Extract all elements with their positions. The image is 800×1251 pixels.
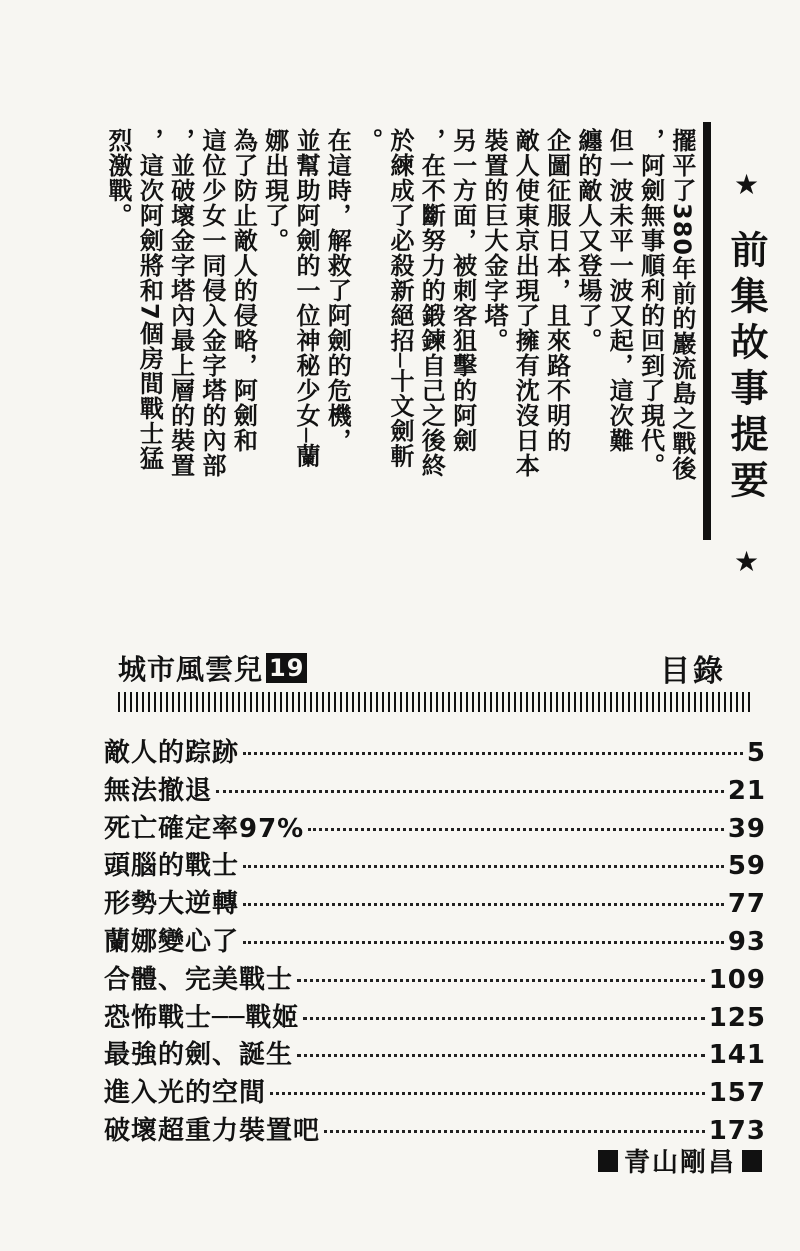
- series-name: 城市風雲兒: [118, 653, 264, 686]
- chapter-title: 破壞超重力裝置吧: [104, 1115, 321, 1146]
- synopsis-column: 裝置的巨大金字塔。: [479, 128, 508, 353]
- toc-entry[interactable]: [104, 1072, 766, 1110]
- toc-entry[interactable]: [104, 921, 766, 959]
- synopsis-heading: [722, 168, 770, 586]
- synopsis-column: 敵人使東京出現了擁有沈沒日本: [511, 128, 540, 478]
- chapter-title: 恐怖戰士──戰姬: [104, 1002, 300, 1033]
- page-number: 125: [708, 1002, 766, 1033]
- star-icon: ★: [730, 168, 763, 209]
- dot-leader: [308, 828, 724, 831]
- toc-entry[interactable]: [104, 1034, 766, 1072]
- synopsis-column: 企圖征服日本，且來路不明的: [542, 128, 571, 453]
- volume-number: 19: [266, 653, 307, 683]
- synopsis-column: 在這時，解救了阿劍的危機，: [323, 128, 352, 453]
- page-number: 39: [727, 813, 766, 844]
- dot-leader: [270, 1092, 705, 1095]
- synopsis-column: 但一波未平一波又起，這次難: [605, 128, 634, 453]
- toc-list: [104, 732, 766, 1148]
- synopsis-column: 並幫助阿劍的一位神秘少女─蘭: [291, 128, 320, 469]
- chapter-title: 頭腦的戰士: [104, 851, 240, 882]
- chapter-title: 敵人的踪跡: [104, 738, 240, 768]
- dot-leader: [297, 1054, 705, 1057]
- page-number: 141: [708, 1040, 766, 1071]
- page-number: 93: [727, 926, 766, 957]
- synopsis-column: 烈激戰。: [104, 128, 132, 228]
- dot-leader: [243, 941, 724, 944]
- square-block-icon: [598, 1150, 618, 1172]
- synopsis-column: 另一方面，被刺客狙擊的阿劍: [448, 128, 477, 453]
- synopsis-column: ，阿劍無事順利的回到了現代。: [636, 128, 665, 478]
- author-credit: [592, 1142, 768, 1179]
- page-number: 157: [708, 1078, 766, 1109]
- toc-entry[interactable]: [104, 883, 766, 921]
- author-name: 青山剛昌: [623, 1148, 736, 1178]
- toc-entry[interactable]: [104, 770, 766, 808]
- synopsis-column: ，並破壞金字塔內最上層的裝置: [166, 128, 195, 478]
- synopsis-column: ，這次阿劍將和7個房間戰士猛: [135, 128, 164, 471]
- dot-leader: [243, 752, 743, 755]
- chapter-title: 無法撤退: [104, 775, 213, 806]
- synopsis-column: 娜出現了。: [260, 128, 289, 253]
- chapter-title: 死亡確定率97%: [104, 813, 305, 844]
- synopsis-column: ，在不斷努力的鍛鍊自己之後終: [417, 128, 446, 478]
- page-number: 21: [727, 775, 766, 806]
- star-icon: ★: [730, 545, 763, 587]
- dot-leader: [324, 1130, 705, 1133]
- synopsis-title: 前集故事提要: [724, 230, 768, 507]
- toc-entry[interactable]: [104, 997, 766, 1035]
- page-number: 5: [746, 738, 766, 768]
- series-title: [118, 648, 307, 688]
- dot-leader: [216, 790, 724, 793]
- toc-entry[interactable]: [104, 959, 766, 997]
- page-number: 173: [708, 1115, 766, 1146]
- page-number: 77: [727, 889, 766, 920]
- decorative-ruler: [118, 692, 752, 712]
- chapter-title: 蘭娜變心了: [104, 926, 240, 957]
- toc-entry[interactable]: [104, 845, 766, 883]
- toc-entry[interactable]: [104, 732, 766, 770]
- dot-leader: [243, 865, 724, 868]
- synopsis-column: 於練成了必殺新絕招─十文劍斬: [385, 128, 414, 469]
- dot-leader: [243, 903, 724, 906]
- synopsis-column: 為了防止敵人的侵略，阿劍和: [229, 128, 258, 453]
- synopsis-rule: [703, 122, 711, 540]
- chapter-title: 形勢大逆轉: [104, 889, 240, 920]
- dot-leader: [297, 979, 705, 982]
- synopsis-column: 纏的敵人又登場了。: [573, 128, 602, 353]
- dot-leader: [303, 1017, 704, 1020]
- toc-entry[interactable]: [104, 808, 766, 846]
- synopsis-column: 。: [354, 128, 383, 153]
- synopsis-column: 擺平了380年前的巖流島之戰後: [667, 128, 696, 482]
- page-number: 109: [708, 964, 766, 995]
- chapter-title: 合體、完美戰士: [104, 964, 294, 995]
- chapter-title: 進入光的空間: [104, 1078, 267, 1109]
- square-block-icon: [742, 1150, 762, 1172]
- toc-heading: 目錄: [660, 654, 726, 689]
- page-number: 59: [727, 851, 766, 882]
- chapter-title: 最強的劍、誕生: [104, 1040, 294, 1071]
- synopsis-column: 這位少女一同侵入金字塔的內部: [197, 128, 226, 478]
- synopsis-text: [104, 128, 696, 538]
